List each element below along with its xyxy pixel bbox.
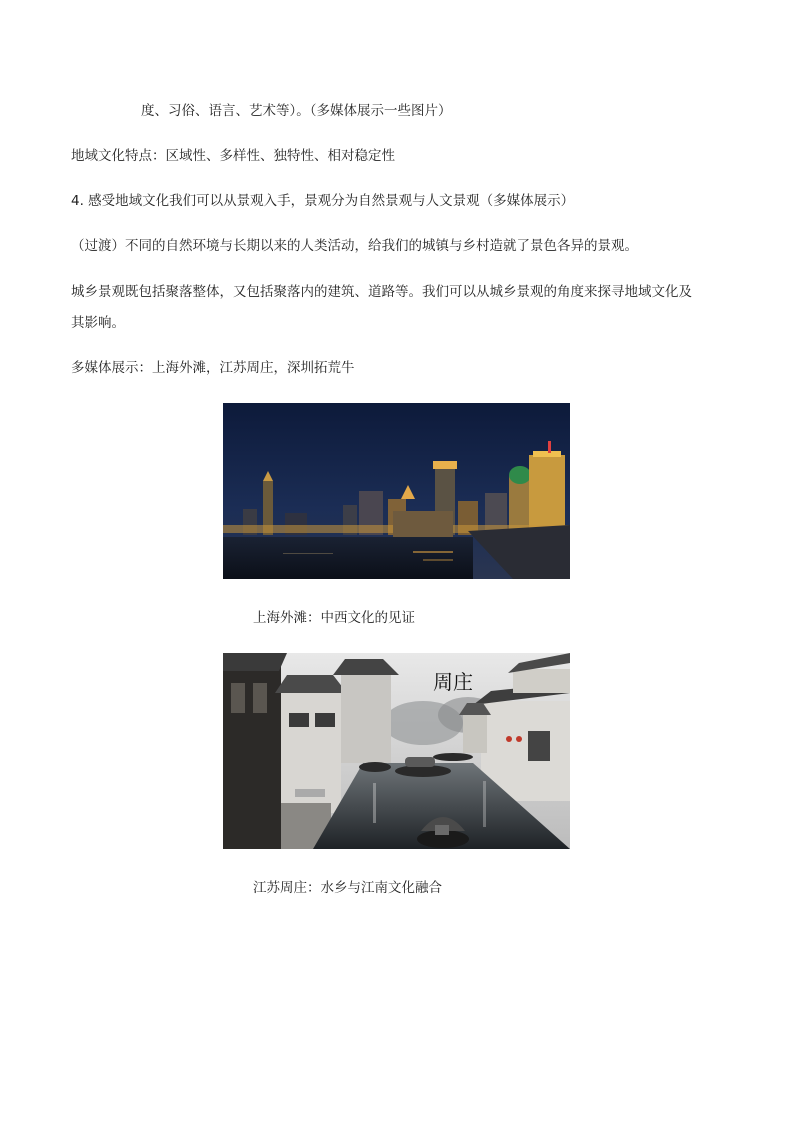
zhouzhuang-photo: [223, 653, 570, 849]
paragraph-6: 多媒体展示：上海外滩，江苏周庄，深圳拓荒牛: [71, 360, 355, 376]
paragraph-3: 4. 感受地域文化我们可以从景观入手，景观分为自然景观与人文景观（多媒体展示）: [71, 193, 575, 209]
figure-1-caption: 上海外滩：中西文化的见证: [253, 610, 415, 626]
zhouzhuang-overlay-text: 周庄: [433, 670, 473, 694]
paragraph-5-line-1: 城乡景观既包括聚落整体，又包括聚落内的建筑、道路等。我们可以从城乡景观的角度来探寻地域文化及: [71, 284, 692, 300]
paragraph-4: （过渡）不同的自然环境与长期以来的人类活动，给我们的城镇与乡村造就了景色各异的景观。: [71, 238, 638, 254]
figure-2-caption: 江苏周庄：水乡与江南文化融合: [253, 880, 442, 896]
paragraph-5-line-2: 其影响。: [71, 315, 125, 331]
paragraph-2: 地域文化特点：区域性、多样性、独特性、相对稳定性: [71, 148, 395, 164]
bund-night-photo: [223, 403, 570, 579]
paragraph-1: 度、习俗、语言、艺术等）。（多媒体展示一些图片）: [141, 103, 452, 119]
